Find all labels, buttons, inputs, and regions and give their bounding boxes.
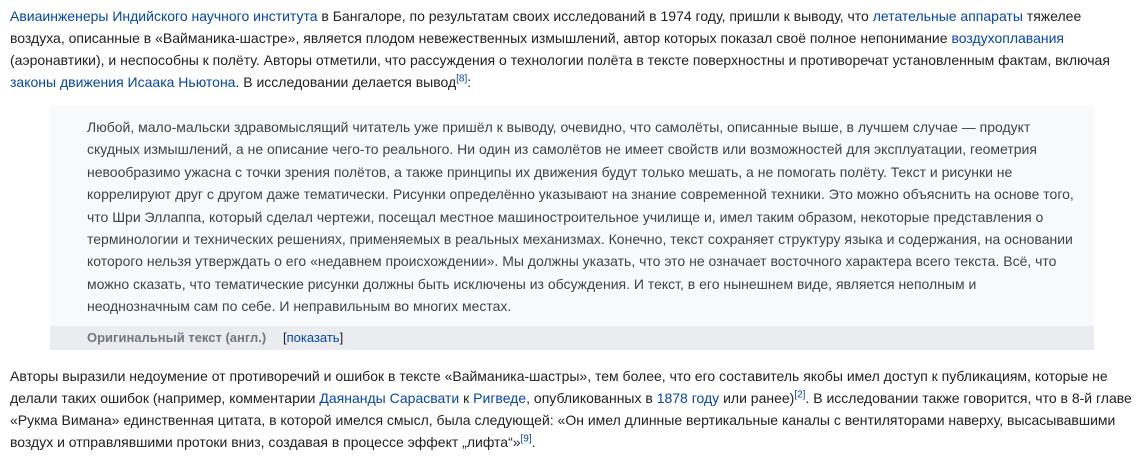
paragraph-authors-text-3: , опубликованных в	[526, 390, 657, 406]
link-dayananda-saraswati[interactable]: Даянанды Сарасвати	[319, 390, 460, 406]
paragraph-intro-text-5: :	[467, 74, 472, 90]
link-year-1878[interactable]: 1878 году	[656, 390, 720, 406]
original-text-label: Оригинальный текст (англ.)	[87, 330, 267, 345]
quote-text: Любой, мало-мальски здравомыслящий читатель уже пришёл к выводу, очевидно, что самолёты, описанные выше, в лучшем случае — продукт скудных измышлений, а не описание чего-то реального. Ни один из самолётов не имеет свойств или возможностей для эксплуатации, геометрия невообразимо ужасна с точки зрения полётов, а также принципы их движения будут только мешать, а не помогать полёту. Текст и рисунки не коррелируют друг с другом даже тематически. Рисунки определённо указывают на знание современной техники. Это можно объяснить на основе того, что Шри Эллаппа, который сделал чертежи, посещал местное машиностроительное училище и, имел таким образом, некоторые представления о терминологии и технических решениях, применяемых в реальных механизмах. Конечно, текст сохраняет структуру языка и содержания, на основании которого нельзя утверждать о его «недавнем происхождении». Мы должны указать, что это не означает восточного характера всего текста. Всё, что можно сказать, что тематические рисунки должны быть исключены из обсуждения. И текст, в его нынешнем виде, является неполным и неоднозначным сам по себе. И неправильным во многих местах.	[87, 119, 1074, 315]
paragraph-authors-text-2: к	[459, 390, 474, 406]
link-avia-engineers[interactable]: Авиаинженеры	[10, 8, 109, 24]
reference-2[interactable]: [2]	[794, 389, 806, 401]
link-newton-laws[interactable]: законы движения Исаака Ньютона	[10, 74, 236, 90]
link-indian-institute-of-science[interactable]: Индийского научного института	[112, 8, 318, 24]
paragraph-authors-text-1: Авторы выразили недоумение от противоречий и ошибок в тексте «Вайманика-шастры», тем более, что его составитель якобы имел доступ к публикациям, которые не делали таких ошибок (например, комментарии	[10, 368, 1108, 406]
paragraph-authors-text-6: .	[531, 434, 536, 450]
link-aircraft[interactable]: летательные аппараты	[872, 8, 1023, 24]
bracket-open: [	[283, 330, 287, 345]
blockquote	[50, 106, 1094, 350]
quote-footer	[50, 326, 1094, 350]
paragraph-intro-text-4: . В исследовании делается вывод	[235, 74, 457, 90]
paragraph-intro	[10, 5, 1134, 93]
paragraph-authors-text-5: . В исследовании также говорится, что в 8-й главе «Рукма Вимана» единственная цитата, в которой имелся смысл, была следующей: «Он имел длинные вертикальные каналы с вентиляторами наверху, высасывавшими воздух и отправлявшими протоки вниз, создавая в процессе эффект „лифта“»	[10, 390, 1132, 450]
link-aeronautics[interactable]: воздухоплавания	[951, 30, 1064, 46]
reference-9[interactable]: [9]	[520, 433, 532, 445]
link-rigveda[interactable]: Ригведе	[473, 390, 527, 406]
bracket-close: ]	[339, 330, 344, 345]
paragraph-intro-text-1: в Бангалоре, по результатам своих исследований в 1974 году, пришли к выводу, что	[317, 8, 873, 24]
paragraph-intro-text-3: (аэронавтики), и неспособны к полёту. Авторы отметили, что рассуждения о технологии полёта в тексте поверхностны и противоречат установленным фактам, включая	[10, 52, 1110, 68]
show-original-link[interactable]: показать	[286, 330, 340, 345]
paragraph-authors-text-4: или ранее)	[719, 390, 795, 406]
paragraph-intro-text-2: тяжелее воздуха, описанные в «Вайманика-шастре», является плодом невежественных измышлений, автор которых показал своё полное непонимание	[10, 8, 1082, 46]
reference-8[interactable]: [8]	[456, 73, 468, 85]
show-original-toggle	[283, 326, 343, 350]
paragraph-authors	[10, 365, 1134, 453]
